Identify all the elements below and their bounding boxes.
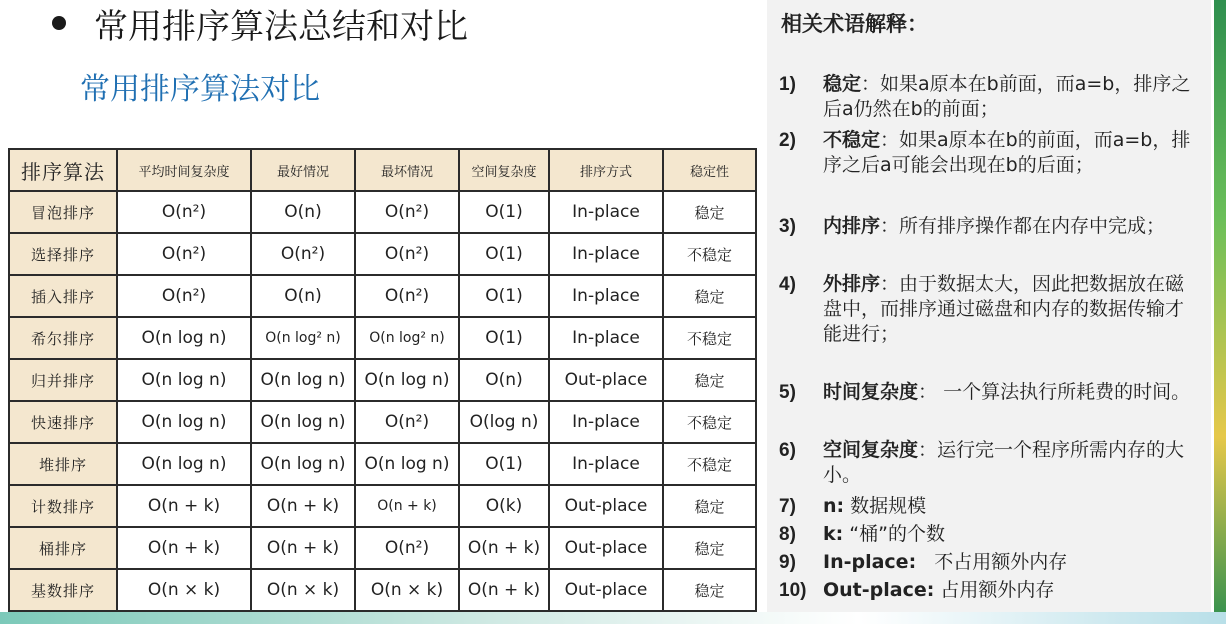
cell-algorithm: 快速排序	[9, 401, 117, 443]
cell-average-time: O(n log n)	[117, 401, 251, 443]
glossary-definition: 如果a原本在b前面，而a=b，排序之后a仍然在b的前面；	[823, 73, 1191, 120]
cell-average-time: O(n log n)	[117, 443, 251, 485]
decorative-side-bar	[1214, 0, 1226, 624]
cell-best-case: O(n²)	[251, 233, 355, 275]
glossary-item-number: 8)	[779, 524, 796, 545]
cell-algorithm: 希尔排序	[9, 317, 117, 359]
glossary-term: k:	[823, 523, 844, 545]
section-subtitle: 常用排序算法对比	[80, 72, 320, 107]
cell-worst-case: O(n log n)	[355, 359, 459, 401]
glossary-item	[779, 72, 1201, 122]
glossary-item	[779, 272, 1201, 347]
glossary-item	[779, 578, 1201, 603]
decorative-bottom-strip	[0, 612, 1226, 624]
cell-stability: 不稳定	[663, 401, 756, 443]
cell-stability: 不稳定	[663, 317, 756, 359]
glossary-definition: 运行完一个程序所需内存的大小。	[823, 439, 1185, 486]
cell-worst-case: O(n log n)	[355, 443, 459, 485]
cell-sort-mode: Out-place	[549, 485, 663, 527]
cell-stability: 不稳定	[663, 443, 756, 485]
cell-worst-case: O(n²)	[355, 401, 459, 443]
cell-average-time: O(n log n)	[117, 359, 251, 401]
glossary-item	[779, 128, 1201, 178]
cell-worst-case: O(n²)	[355, 527, 459, 569]
cell-best-case: O(n log² n)	[251, 317, 355, 359]
table-header-row	[9, 149, 756, 191]
cell-space: O(1)	[459, 317, 549, 359]
glossary-panel	[767, 0, 1211, 612]
cell-sort-mode: Out-place	[549, 527, 663, 569]
col-header-average-time: 平均时间复杂度	[117, 149, 251, 191]
glossary-term: 空间复杂度	[823, 439, 919, 461]
cell-sort-mode: In-place	[549, 443, 663, 485]
cell-sort-mode: In-place	[549, 317, 663, 359]
cell-stability: 稳定	[663, 569, 756, 611]
cell-average-time: O(n + k)	[117, 527, 251, 569]
glossary-item	[779, 522, 1201, 547]
glossary-item-number: 1)	[779, 74, 796, 95]
table-row	[9, 569, 756, 611]
table-row	[9, 317, 756, 359]
glossary-definition: 不占用额外内存	[934, 551, 1068, 573]
cell-space: O(1)	[459, 443, 549, 485]
glossary-definition: 数据规模	[850, 495, 927, 517]
glossary-definition: 占用额外内存	[940, 579, 1055, 601]
cell-sort-mode: Out-place	[549, 569, 663, 611]
table-row	[9, 443, 756, 485]
cell-stability: 稳定	[663, 275, 756, 317]
glossary-separator	[916, 551, 934, 573]
col-header-algorithm: 排序算法	[9, 149, 117, 191]
cell-sort-mode: In-place	[549, 275, 663, 317]
cell-space: O(log n)	[459, 401, 549, 443]
cell-worst-case: O(n + k)	[355, 485, 459, 527]
col-header-stability: 稳定性	[663, 149, 756, 191]
table-row	[9, 527, 756, 569]
cell-worst-case: O(n²)	[355, 233, 459, 275]
cell-best-case: O(n + k)	[251, 527, 355, 569]
cell-algorithm: 堆排序	[9, 443, 117, 485]
col-header-best-case: 最好情况	[251, 149, 355, 191]
table-row	[9, 359, 756, 401]
cell-average-time: O(n²)	[117, 233, 251, 275]
col-header-worst-case: 最坏情况	[355, 149, 459, 191]
cell-best-case: O(n × k)	[251, 569, 355, 611]
glossary-separator: ：	[880, 215, 900, 237]
glossary-item-number: 4)	[779, 274, 796, 295]
table-row	[9, 233, 756, 275]
cell-best-case: O(n)	[251, 191, 355, 233]
glossary-item-number: 5)	[779, 382, 796, 403]
cell-average-time: O(n + k)	[117, 485, 251, 527]
glossary-term: 时间复杂度	[823, 381, 919, 403]
glossary-separator: ：	[880, 129, 900, 151]
cell-space: O(n)	[459, 359, 549, 401]
cell-best-case: O(n log n)	[251, 401, 355, 443]
slide-title	[52, 0, 468, 46]
cell-sort-mode: In-place	[549, 233, 663, 275]
glossary-item	[779, 550, 1201, 575]
glossary-separator: ：	[918, 381, 944, 403]
glossary-term: In-place:	[823, 551, 917, 573]
cell-space: O(n + k)	[459, 527, 549, 569]
glossary-definition: “桶”的个数	[849, 523, 945, 545]
table-row	[9, 191, 756, 233]
glossary-item	[779, 214, 1201, 239]
cell-worst-case: O(n × k)	[355, 569, 459, 611]
table-row	[9, 275, 756, 317]
cell-space: O(1)	[459, 233, 549, 275]
cell-space: O(1)	[459, 275, 549, 317]
slide-title-text: 常用排序算法总结和对比	[94, 6, 468, 47]
glossary-item-number: 3)	[779, 216, 796, 237]
cell-sort-mode: Out-place	[549, 359, 663, 401]
bullet-icon	[52, 16, 66, 30]
table-row	[9, 401, 756, 443]
cell-sort-mode: In-place	[549, 401, 663, 443]
glossary-separator: ：	[918, 439, 938, 461]
glossary-item-number: 10)	[779, 580, 807, 601]
cell-algorithm: 冒泡排序	[9, 191, 117, 233]
glossary-item-number: 9)	[779, 552, 796, 573]
glossary-item	[779, 380, 1201, 405]
glossary-definition: 所有排序操作都在内存中完成；	[899, 215, 1166, 237]
glossary-item-number: 6)	[779, 440, 796, 461]
col-header-space: 空间复杂度	[459, 149, 549, 191]
cell-stability: 稳定	[663, 359, 756, 401]
cell-algorithm: 桶排序	[9, 527, 117, 569]
glossary-term: 稳定	[823, 73, 862, 95]
glossary-separator: ：	[861, 73, 881, 95]
glossary-term: 内排序	[823, 215, 881, 237]
col-header-sort-mode: 排序方式	[549, 149, 663, 191]
glossary-definition: 由于数据太大，因此把数据放在磁盘中，而排序通过磁盘和内存的数据传输才能进行；	[823, 273, 1185, 345]
glossary-term: 不稳定	[823, 129, 881, 151]
glossary-item-number: 2)	[779, 130, 796, 151]
glossary-item-number: 7)	[779, 496, 796, 517]
cell-algorithm: 基数排序	[9, 569, 117, 611]
cell-algorithm: 插入排序	[9, 275, 117, 317]
glossary-term: Out-place:	[823, 579, 935, 601]
cell-space: O(n + k)	[459, 569, 549, 611]
cell-space: O(k)	[459, 485, 549, 527]
cell-algorithm: 计数排序	[9, 485, 117, 527]
cell-worst-case: O(n²)	[355, 191, 459, 233]
sort-comparison-table	[8, 148, 755, 602]
cell-best-case: O(n)	[251, 275, 355, 317]
glossary-separator: ：	[880, 273, 900, 295]
table-row	[9, 485, 756, 527]
glossary-item	[779, 438, 1201, 488]
cell-algorithm: 选择排序	[9, 233, 117, 275]
cell-worst-case: O(n log² n)	[355, 317, 459, 359]
cell-average-time: O(n × k)	[117, 569, 251, 611]
cell-average-time: O(n log n)	[117, 317, 251, 359]
cell-stability: 稳定	[663, 527, 756, 569]
glossary-definition: 一个算法执行所耗费的时间。	[943, 381, 1191, 403]
cell-stability: 不稳定	[663, 233, 756, 275]
glossary-term: n:	[823, 495, 845, 517]
glossary-term: 外排序	[823, 273, 881, 295]
cell-average-time: O(n²)	[117, 191, 251, 233]
cell-best-case: O(n log n)	[251, 359, 355, 401]
glossary-item	[779, 494, 1201, 519]
cell-best-case: O(n log n)	[251, 443, 355, 485]
cell-best-case: O(n + k)	[251, 485, 355, 527]
cell-stability: 稳定	[663, 191, 756, 233]
cell-stability: 稳定	[663, 485, 756, 527]
cell-sort-mode: In-place	[549, 191, 663, 233]
cell-worst-case: O(n²)	[355, 275, 459, 317]
cell-average-time: O(n²)	[117, 275, 251, 317]
cell-algorithm: 归并排序	[9, 359, 117, 401]
glossary-definition: 如果a原本在b的前面，而a=b，排序之后a可能会出现在b的后面；	[823, 129, 1191, 176]
glossary-title: 相关术语解释：	[781, 11, 928, 36]
cell-space: O(1)	[459, 191, 549, 233]
